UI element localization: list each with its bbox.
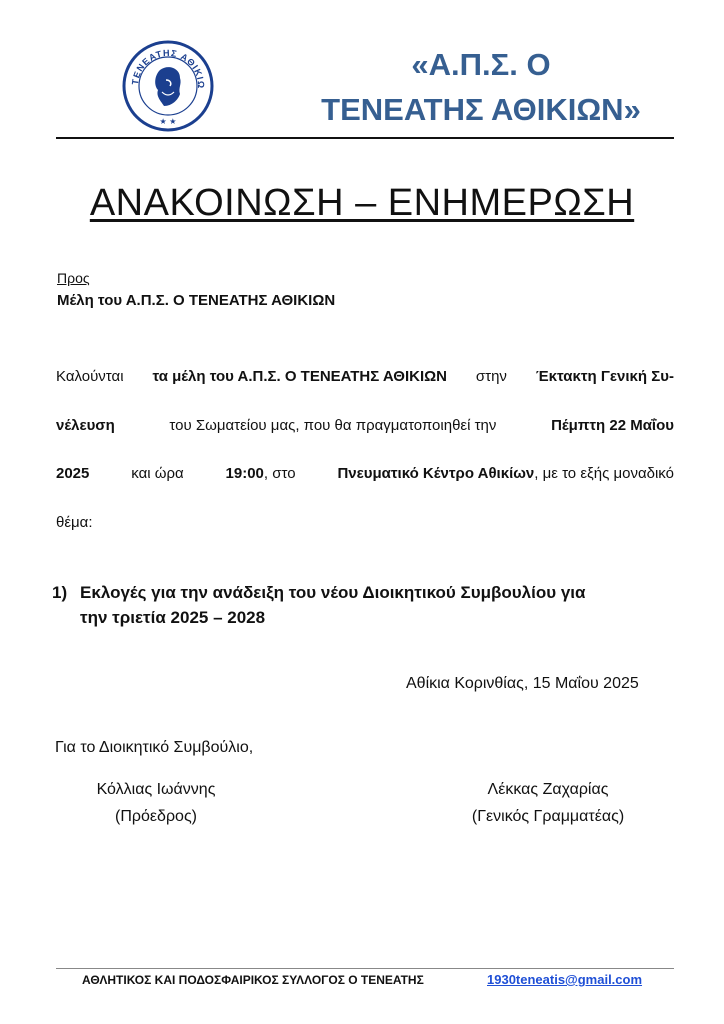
club-logo: [122, 40, 214, 132]
agenda-text-line1: Εκλογές για την ανάδειξη του νέου Διοικητικού Συμβουλίου για: [80, 583, 586, 602]
club-title-line2: ΤΕΝΕΑΤΗΣ ΑΘΙΚΙΩΝ»: [321, 92, 641, 127]
header-divider: [56, 137, 674, 139]
to-label: Προς: [57, 270, 90, 286]
signatory-name: Κόλλιας Ιωάννης: [96, 781, 216, 798]
to-recipient: Μέλη του Α.Π.Σ. Ο ΤΕΝΕΑΤΗΣ ΑΘΙΚΙΩΝ: [57, 292, 336, 309]
footer-divider: [56, 968, 674, 969]
agenda-text-line2: την τριετία 2025 – 2028: [80, 608, 266, 627]
place-date: Αθίκια Κορινθίας, 15 Μαΐου 2025: [406, 675, 639, 692]
document-title: ΑΝΑΚΟΙΝΩΣΗ – ΕΝΗΜΕΡΩΣΗ: [89, 182, 635, 224]
body-line-4: θέμα:: [56, 514, 93, 531]
footer-club-name: ΑΘΛΗΤΙΚΟΣ ΚΑΙ ΠΟΔΟΣΦΑΙΡΙΚΟΣ ΣΥΛΛΟΓΟΣ Ο ΤΕΝΕΑΤΗΣ: [82, 973, 424, 987]
signatory-president: [86, 776, 226, 830]
body-line-1: Καλούνται τα μέλη του Α.Π.Σ. Ο ΤΕΝΕΑΤΗΣ ΑΘΙΚΙΩΝ στην Έκτακτη Γενική Συ-: [56, 368, 674, 385]
club-title: [286, 42, 676, 132]
body-line-2: νέλευση του Σωματείου μας, που θα πραγματοποιηθεί την Πέμπτη 22 Μαΐου: [56, 417, 674, 434]
signatory-secretary: [454, 776, 642, 830]
body-line-3: 2025 και ώρα 19:00, στο Πνευματικό Κέντρο Αθικίων, με το εξής μοναδικό: [56, 465, 674, 482]
svg-text:★ ★: ★ ★: [159, 117, 177, 126]
svg-text:Ο ΤΕΝΕΑΤΗΣ ΑΘΙΚΙΩΝ: ΤΕΝΕΑΤΗΣ ΑΘΙΚΙΩ: [129, 47, 207, 90]
signatory-name: Λέκκας Ζαχαρίας: [487, 781, 609, 798]
footer-email-link[interactable]: 1930teneatis@gmail.com: [487, 972, 643, 987]
board-label: Για το Διοικητικό Συμβούλιο,: [55, 739, 254, 756]
signatory-role: (Πρόεδρος): [115, 808, 197, 825]
signatory-role: (Γενικός Γραμματέας): [471, 808, 625, 825]
club-title-line1: «Α.Π.Σ. Ο: [411, 47, 551, 82]
agenda-number: 1): [52, 583, 68, 602]
